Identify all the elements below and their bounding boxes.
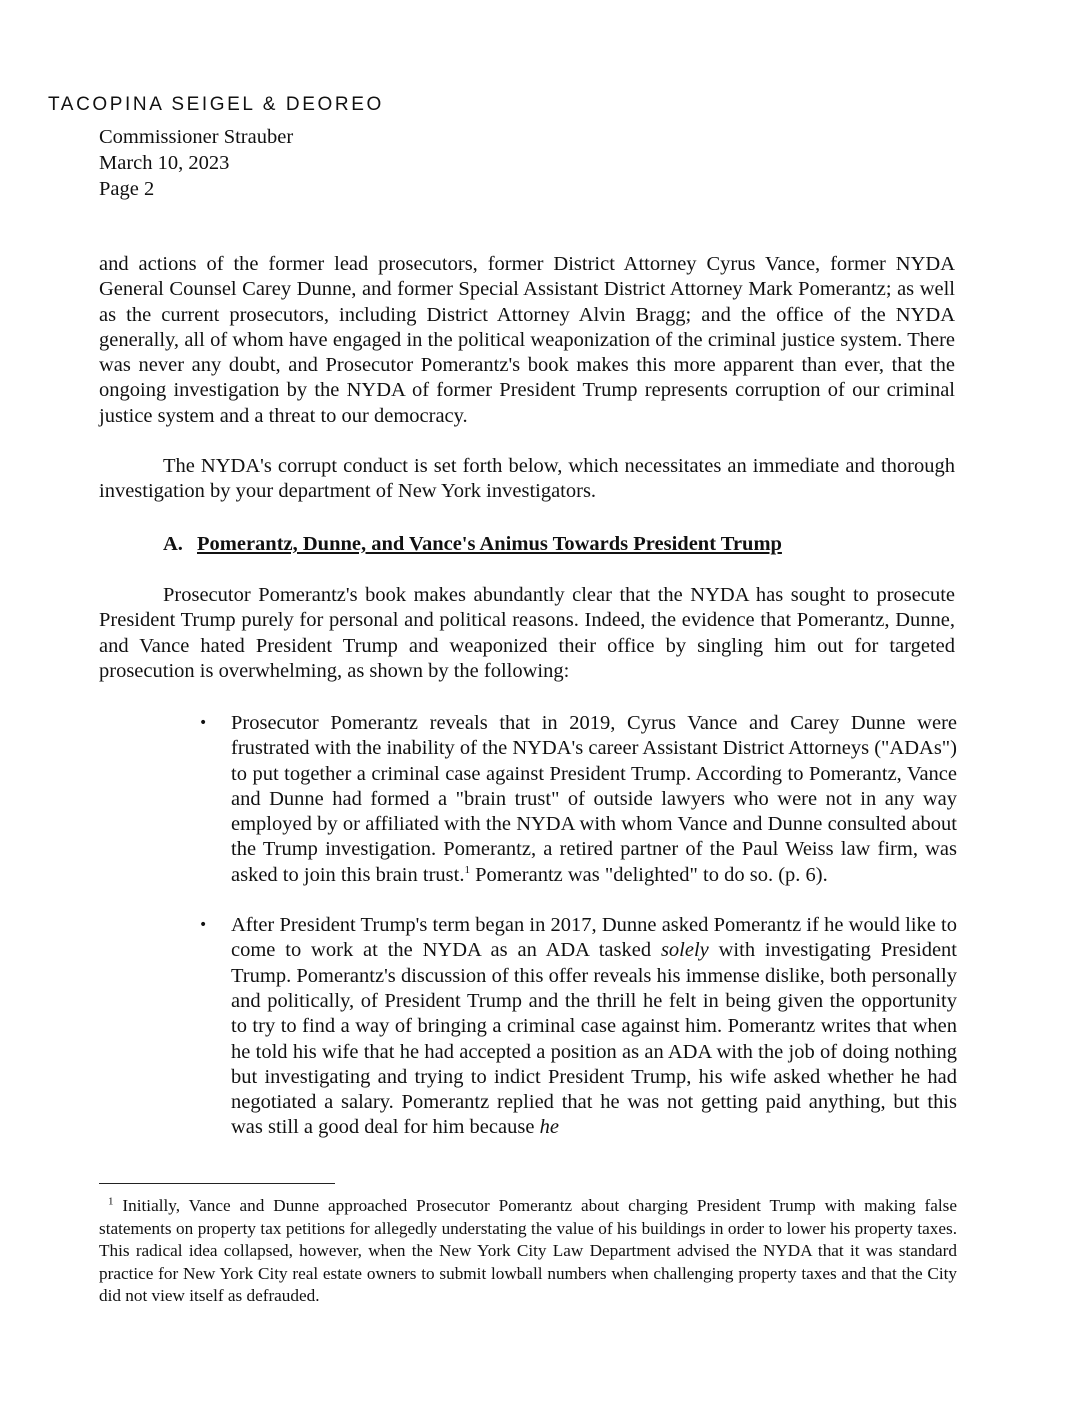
bullet-icon: • <box>199 917 208 934</box>
footnote-divider <box>99 1183 335 1184</box>
footnote-text: Initially, Vance and Dunne approached Prosecutor Pomerantz about charging President Trump with making false statements on property tax petitions for allegedly understating the value of his buildings in order to lower his property taxes. This radical idea collapsed, however, when the New York City Law Department advised the NYDA that it was standard practice for New York City real estate owners to submit lowball numbers when challenging property taxes and that the City did not view itself as defrauded. <box>99 1196 957 1306</box>
recipient-line: Commissioner Strauber <box>99 126 294 148</box>
bullet-item-brain-trust <box>197 711 957 888</box>
bullet-text-tail: Pomerantz was "delighted" to do so. (p. 6). <box>469 863 828 886</box>
paragraph-corrupt-conduct: The NYDA's corrupt conduct is set forth below, which necessitates an immediate and thorough investigation by your department of New York investigators. <box>99 455 955 503</box>
firm-letterhead: TACOPINA SEIGEL & DEOREO <box>48 94 384 115</box>
date-line: March 10, 2023 <box>99 152 230 174</box>
footnote-1 <box>99 1195 957 1308</box>
bullet-text: After President Trump's term began in 2017, Dunne asked Pomerantz if he would like to come to work at the NYDA as an ADA tasked <box>231 914 957 962</box>
emphasis-text: solely <box>660 939 709 962</box>
footnote-reference[interactable]: 1 <box>464 863 470 876</box>
footnote-marker: 1 <box>108 1195 114 1208</box>
page-number: Page 2 <box>99 178 155 200</box>
bullet-text: Prosecutor Pomerantz reveals that in 2019, Cyrus Vance and Carey Dunne were frustrated with the inability of the NYDA's career Assistant District Attorneys ("ADAs") to put together a criminal case against President Trump. According to Pomerantz, Vance and Dunne had formed a "brain trust" of outside lawyers who were not in any way employed by or affiliated with the NYDA with whom Vance and Dunne consulted about the Trump investigation. Pomerantz, a retired partner of the Paul Weiss law firm, was asked to join this brain trust. <box>231 712 957 886</box>
bullet-item-ada-offer <box>197 913 957 1141</box>
section-heading-a <box>163 531 782 557</box>
bullet-text-cont: with investigating President Trump. Pomerantz's discussion of this offer reveals his immense dislike, both personally and politically, of President Trump and the thrill he felt in being given the opportunity to try to find a way of bringing a criminal case against him. Pomerantz writes that when he told his wife that he had accepted a position as an ADA with the job of doing nothing but investigating and trying to indict President Trump, his wife asked whether he had negotiated a salary. Pomerantz replied that he was not getting paid anything, but this was still a good deal for him because <box>231 939 957 1139</box>
section-title: Pomerantz, Dunne, and Vance's Animus Towards President Trump <box>197 533 782 555</box>
paragraph-intro: Prosecutor Pomerantz's book makes abundantly clear that the NYDA has sought to prosecute President Trump purely for personal and political reasons. Indeed, the evidence that Pomerantz, Dunne, and Vance hated President Trump and weaponized their office by singling him out for targeted prosecution is overwhelming, as shown by the following: <box>99 584 955 682</box>
section-letter: A. <box>163 533 183 555</box>
letter-header <box>99 124 293 202</box>
bullet-icon: • <box>199 715 208 731</box>
emphasis-text-end: he <box>539 1116 559 1139</box>
paragraph-continued: and actions of the former lead prosecutors, former District Attorney Cyrus Vance, former NYDA General Counsel Carey Dunne, and former Special Assistant District Attorney Mark Pomerantz; as well as the current prosecutors, including District Attorney Alvin Bragg; and the office of the NYDA generally, all of whom have engaged in the political weaponization of the criminal justice system. There was never any doubt, and Prosecutor Pomerantz's book makes this more apparent than ever, that the ongoing investigation by the NYDA of former President Trump represents corruption of our criminal justice system and a threat to our democracy. <box>99 253 955 427</box>
bullet-list <box>197 711 957 1166</box>
